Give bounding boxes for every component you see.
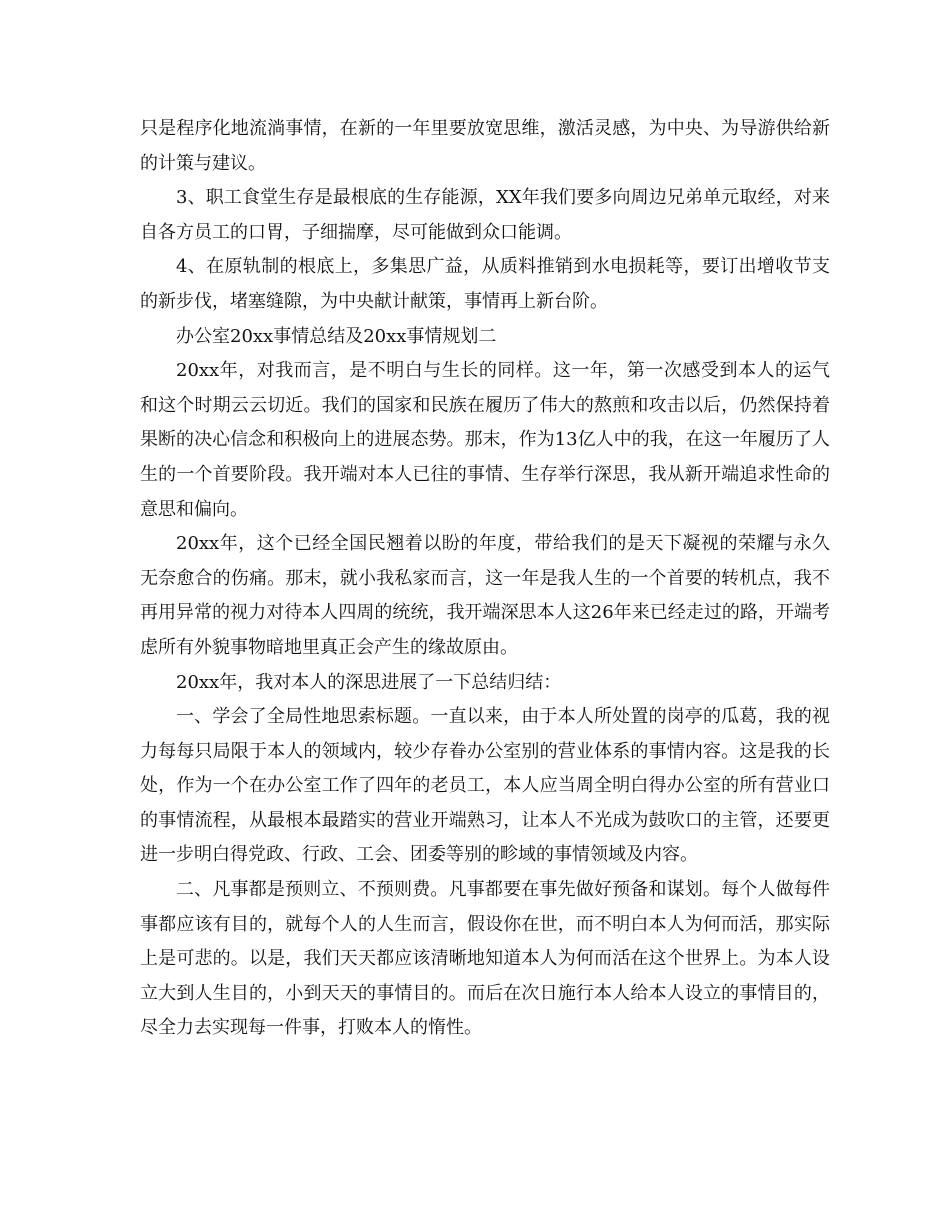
paragraph-1: 只是程序化地流淌事情，在新的一年里要放宽思维，激活灵感，为中央、为导游供给新的计策与建议。 [140, 118, 830, 174]
paragraph-5: 20xx年，这个已经全国民翘着以盼的年度，带给我们的是天下凝视的荣耀与永久无奈愈合的伤痛。那末，就小我私家而言，这一年是我人生的一个首要的转机点，我不再用异常的视力对待本人四周的统统，我开端深思本人这26年来已经走过的路，开端考虑所有外貌事物暗地里真正会产生的缘故原由。 [140, 533, 830, 658]
paragraph-2: 3、职工食堂生存是最根底的生存能源，XX年我们要多向周边兄弟单元取经，对来自各方员工的口胃，子细揣摩，尽可能做到众口能调。 [140, 187, 830, 243]
document-body [140, 112, 830, 1046]
paragraph-7: 一、学会了全局性地思索标题。一直以来，由于本人所处置的岗亭的瓜葛，我的视力每每只局限于本人的领域内，较少存眷办公室别的营业体系的事情内容。这是我的长处，作为一个在办公室工作了四年的老员工，本人应当周全明白得办公室的所有营业口的事情流程，从最根本最踏实的营业开端熟习，让本人不光成为鼓吹口的主管，还要更进一步明白得党政、行政、工会、团委等别的畛域的事情领域及内容。 [140, 706, 830, 866]
paragraph-6: 20xx年，我对本人的深思进展了一下总结归结： [176, 671, 562, 693]
paragraph-3: 4、在原轨制的根底上，多集思广益，从质料推销到水电损耗等，要订出增收节支的新步伐，堵塞缝隙，为中央献计献策，事情再上新台阶。 [140, 256, 830, 312]
paragraph-4: 20xx年，对我而言，是不明白与生长的同样。这一年，第一次感受到本人的运气和这个时期云云切近。我们的国家和民族在履历了伟大的熬煎和攻击以后，仍然保持着果断的决心信念和积极向上的进展态势。那末，作为13亿人中的我，在这一年履历了人生的一个首要阶段。我开端对本人已往的事情、生存举行深思，我从新开端追求性命的意思和偏向。 [140, 360, 830, 520]
paragraph-8: 二、凡事都是预则立、不预则费。凡事都要在事先做好预备和谋划。每个人做每件事都应该有目的，就每个人的人生而言，假设你在世，而不明白本人为何而活，那实际上是可悲的。以是，我们天天都应该清晰地知道本人为何而活在这个世界上。为本人设立大到人生目的，小到天天的事情目的。而后在次日施行本人给本人设立的事情目的，尽全力去实现每一件事，打败本人的惰性。 [140, 879, 830, 1039]
section-heading: 办公室20xx事情总结及20xx事情规划二 [176, 325, 497, 347]
